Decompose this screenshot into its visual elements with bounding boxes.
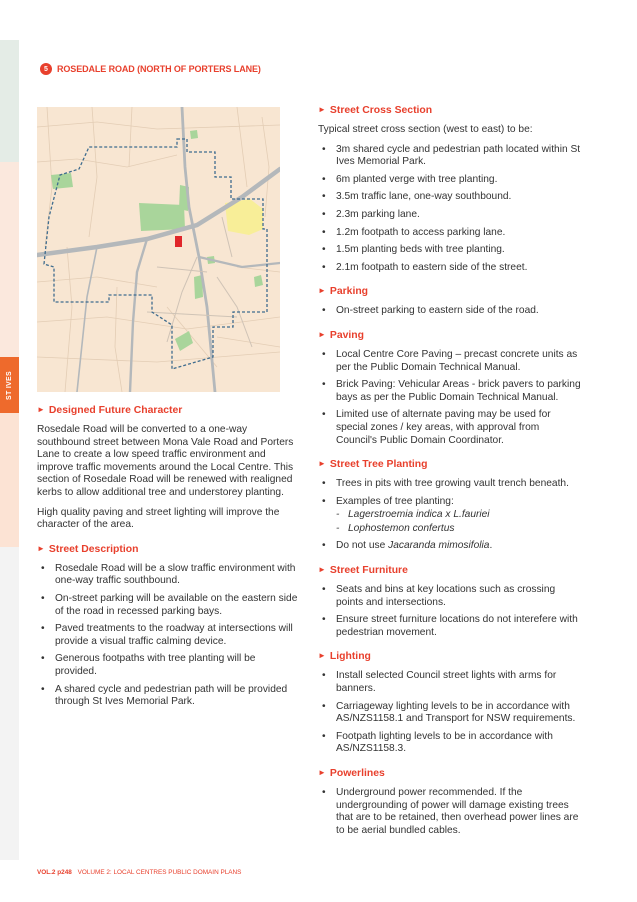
tree-planting-list xyxy=(318,478,582,553)
list-item: • 3.5m traffic lane, one-way southbound. xyxy=(318,191,582,204)
furniture-heading xyxy=(318,564,582,577)
paving-heading xyxy=(318,329,582,342)
location-map xyxy=(37,107,280,392)
section-title: ROSEDALE ROAD (NORTH OF PORTERS LANE) xyxy=(57,64,261,74)
side-tab-label: ST IVES xyxy=(6,370,14,400)
arrow-icon: ► xyxy=(318,459,326,469)
list-item: • Paved treatments to the roadway at intersections will provide a visual traffic calming device. xyxy=(37,623,299,648)
page-footer xyxy=(37,869,241,876)
paving-heading-text: Paving xyxy=(329,329,364,341)
list-item: • 6m planted verge with tree planting. xyxy=(318,174,582,187)
parking-heading xyxy=(318,285,582,298)
arrow-icon: ► xyxy=(318,768,326,777)
paving-list xyxy=(318,349,582,447)
lighting-list xyxy=(318,670,582,756)
map-highlight-segment xyxy=(175,236,182,247)
lighting-heading-text: Lighting xyxy=(329,651,371,663)
arrow-icon: ► xyxy=(318,286,326,296)
cross-section-intro: Typical street cross section (west to east) to be: xyxy=(318,124,533,135)
list-item: • On-street parking will be available on the eastern side of the road in recessed parking bays. xyxy=(37,593,299,618)
character-paragraph-1: Rosedale Road will be converted to a one-way southbound street between Mona Vale Road and Porters Lane to create a low speed traffic environment and improve traffic movements around the Local Centre. This section of Rosedale Road will be renewed with realigned kerbs to allow additional tree and understorey planting. xyxy=(37,424,294,498)
list-item: • On-street parking to eastern side of the road. xyxy=(318,305,582,318)
species-item: - Lagerstroemia indica x L.fauriei xyxy=(336,509,582,522)
list-item: • Limited use of alternate paving may be used for special zones / key areas, with approval from Council's Public Domain Coordinator. xyxy=(318,409,582,447)
description-list xyxy=(37,563,299,709)
strip-segment-1 xyxy=(0,40,19,162)
cross-section-list xyxy=(318,144,582,275)
tree-examples-label: Examples of tree planting: xyxy=(336,495,454,507)
parking-list xyxy=(318,305,582,318)
powerlines-heading-text: Powerlines xyxy=(329,768,385,779)
arrow-icon: ► xyxy=(318,329,326,339)
list-item: • Install selected Council street lights with arms for banners. xyxy=(318,670,582,695)
list-item: • Underground power recommended. If the undergrounding of power will damage existing trees that are to be retained, then overhead power lines are to be aerial bundled cables. xyxy=(318,787,582,837)
powerlines-heading xyxy=(318,767,582,780)
list-item: • A shared cycle and pedestrian path will be provided through St Ives Memorial Park. xyxy=(37,684,299,709)
description-heading xyxy=(37,543,299,556)
list-item: • Footpath lighting levels to be in accordance with AS/NZS1158.3. xyxy=(318,731,582,756)
list-item: • 3m shared cycle and pedestrian path located within St Ives Memorial Park. xyxy=(318,144,582,169)
tree-planting-heading-text: Street Tree Planting xyxy=(329,459,428,471)
list-item: • Rosedale Road will be a slow traffic environment with one-way traffic southbound. xyxy=(37,563,299,588)
left-column xyxy=(37,404,299,720)
list-item: • 1.2m footpath to access parking lane. xyxy=(318,227,582,240)
side-strip xyxy=(0,40,19,860)
footer-title: VOLUME 2: LOCAL CENTRES PUBLIC DOMAIN PLANS xyxy=(77,869,242,876)
tree-planting-heading xyxy=(318,458,582,471)
arrow-icon: ► xyxy=(318,565,326,575)
list-item: • Ensure street furniture locations do not interefere with pedestrian movement. xyxy=(318,614,582,639)
footer-page-number: VOL.2 p248 xyxy=(37,869,72,876)
list-item: • Local Centre Core Paving – precast concrete units as per the Public Domain Technical Manual. xyxy=(318,349,582,374)
tree-species-list xyxy=(336,509,582,535)
strip-segment-4 xyxy=(0,547,19,860)
lighting-heading xyxy=(318,650,582,663)
list-item: • 2.3m parking lane. xyxy=(318,209,582,222)
section-number-badge: 5 xyxy=(40,63,52,75)
strip-segment-2 xyxy=(0,162,19,357)
powerlines-list xyxy=(318,787,582,837)
character-heading-text: Designed Future Character xyxy=(48,405,183,416)
list-item: • Brick Paving: Vehicular Areas - brick pavers to parking bays as per the Public Domain Technical Manual. xyxy=(318,379,582,404)
list-item xyxy=(318,496,582,536)
furniture-list xyxy=(318,584,582,639)
list-item: • Trees in pits with tree growing vault trench beneath. xyxy=(318,478,582,491)
list-item: • 2.1m footpath to eastern side of the street. xyxy=(318,262,582,275)
character-paragraph-2: High quality paving and street lighting will improve the character of the area. xyxy=(37,506,280,531)
furniture-heading-text: Street Furniture xyxy=(329,565,408,577)
description-heading-text: Street Description xyxy=(48,543,139,555)
side-tab-label-box xyxy=(0,357,19,413)
list-item xyxy=(318,540,582,553)
avoid-species-suffix: . xyxy=(489,540,493,552)
arrow-icon: ► xyxy=(318,105,326,114)
avoid-species-name: Jacaranda mimosifolia xyxy=(388,540,490,552)
right-column xyxy=(318,104,582,848)
list-item: • Seats and bins at key locations such as crossing points and intersections. xyxy=(318,584,582,609)
list-item: • Carriageway lighting levels to be in accordance with AS/NZS1158.1 and Transport for NSW requirements. xyxy=(318,701,582,726)
list-item: • Generous footpaths with tree planting will be provided. xyxy=(37,653,299,678)
character-heading xyxy=(37,404,299,417)
avoid-species-prefix: Do not use xyxy=(336,540,389,552)
arrow-icon: ► xyxy=(37,405,45,414)
parking-heading-text: Parking xyxy=(329,286,369,298)
list-item: • 1.5m planting beds with tree planting. xyxy=(318,244,582,257)
species-item: - Lophostemon confertus xyxy=(336,523,582,536)
cross-section-heading-text: Street Cross Section xyxy=(329,105,433,116)
arrow-icon: ► xyxy=(318,651,326,661)
cross-section-heading xyxy=(318,104,582,117)
arrow-icon: ► xyxy=(37,543,45,553)
